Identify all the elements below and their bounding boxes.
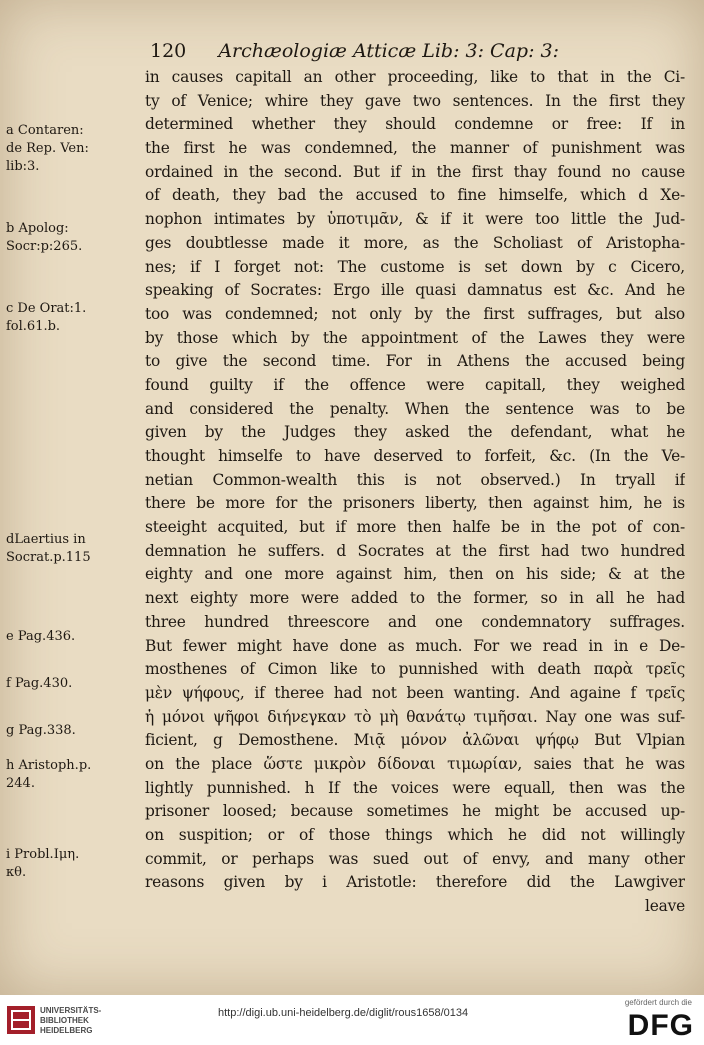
margin-note: a Contaren: de Rep. Ven: lib:3. xyxy=(6,123,89,174)
text-line: ordained in the second. But if in the first thay found no cause xyxy=(145,162,685,181)
margin-note: e Pag.436. xyxy=(6,629,76,644)
margin-note: i Probl.Ιμη. κθ. xyxy=(6,847,80,880)
text-line: netian Common-wealth this is not observed.) In tryall if xyxy=(145,470,685,489)
text-line: given by the Judges they asked the defendant, what he xyxy=(145,423,685,442)
text-line: ges doubtlesse made it more, as the Scholiast of Aristopha- xyxy=(145,233,685,252)
text-line: in causes capitall an other proceeding, like to that in the Ci- xyxy=(145,68,685,86)
text-line: reasons given by i Aristotle: therefore did the Lawgiver xyxy=(145,873,685,892)
catchword: leave xyxy=(644,897,685,916)
text-line: too was condemned; not only by the first suffrages, but also xyxy=(145,304,685,323)
text-line: by those which by the appointment of the Lawes they were xyxy=(145,328,685,347)
text-line: mosthenes of Cimon like to punnished with death παρὰ τρεῖς xyxy=(145,660,685,679)
text-line: commit, or perhaps was sued out of envy, and many other xyxy=(145,849,685,868)
text-line: eighty and one more against him, then on his side; & at the xyxy=(145,565,685,584)
text-line: nes; if I forget not: The custome is set down by c Cicero, xyxy=(145,257,685,276)
text-line: ἡ μόνοι ψῆφοι διήνεγκαν τὸ μὴ θανάτῳ τιμῆσαι. Nay one was suf- xyxy=(145,707,685,726)
text-line: to give the second time. For in Athens the accused being xyxy=(145,352,685,371)
viewer-footer xyxy=(0,995,704,1045)
text-line: the first he was condemned, the manner of punishment was xyxy=(145,139,685,158)
text-line: next eighty more were added to the former, so in all he had xyxy=(145,589,685,608)
margin-note: h Aristoph.p. 244. xyxy=(6,758,92,791)
page-number: 120 xyxy=(150,40,187,62)
text-line: But fewer might have done as much. For we read in in e De- xyxy=(145,636,685,655)
text-line: there be more for the prisoners liberty, then against him, he is xyxy=(145,494,685,513)
text-line: ty of Venice; whire they gave two sentences. In the first they xyxy=(145,91,685,110)
text-line: speaking of Socrates: Ergo ille quasi damnatus est &c. And he xyxy=(145,281,685,300)
text-line: and considered the penalty. When the sentence was to be xyxy=(145,399,685,418)
text-line: of death, they bad the accused to fine himselfe, which d Xe- xyxy=(145,186,685,205)
library-name: UNIVERSITÄTS- BIBLIOTHEK HEIDELBERG xyxy=(40,1006,102,1035)
margin-note: dLaertius in Socrat.p.115 xyxy=(6,532,91,565)
text-line: prisoner loosed; because sometimes he might be accused up- xyxy=(145,802,685,821)
text-line: steeight acquited, but if more then halfe be in the pot of con- xyxy=(145,518,685,537)
text-line: on the place ὥστε μικρὸν δίδοναι τιμωρίαν, saies that he was xyxy=(145,754,685,773)
margin-note: g Pag.338. xyxy=(6,723,76,738)
text-line: determined whether they should condemne or free: If in xyxy=(145,115,685,134)
library-seal-icon xyxy=(6,1005,36,1035)
margin-note: f Pag.430. xyxy=(6,676,73,691)
text-line: nophon intimates by ὑποτιμᾶν, & if it were too little the Jud- xyxy=(145,210,685,229)
running-title: Archæologiæ Atticæ Lib: 3: Cap: 3: xyxy=(218,40,560,62)
text-line: demnation he suffers. d Socrates at the first had two hundred xyxy=(145,541,685,560)
text-line: found guilty if the offence were capitall, they weighed xyxy=(145,375,685,394)
text-line: μὲν ψήφους, if theree had not been wanting. And againe f τρεῖς xyxy=(145,683,685,702)
body-text xyxy=(145,66,685,919)
library-logo[interactable] xyxy=(6,1001,146,1041)
funding-label: gefördert durch die xyxy=(624,998,692,1007)
text-line: on suspition; or of those things which he did not willingly xyxy=(145,826,685,844)
margin-note: b Apolog: Socr:p:265. xyxy=(6,221,83,254)
text-line: three hundred threescore and one condemnatory suffrages. xyxy=(145,612,685,631)
text-line: ficient, g Demosthene. Μιᾷ μόνον ἀλῶναι ψήφῳ But Vlpian xyxy=(145,731,685,750)
margin-note: c De Orat:1. fol.61.b. xyxy=(6,301,87,334)
text-line: thought himselfe to have deserved to forfeit, &c. (In the Ve- xyxy=(145,447,685,465)
text-line: lightly punnished. h If the voices were equall, then was the xyxy=(145,778,685,797)
page-header xyxy=(150,40,670,62)
dfg-logo[interactable]: DFG xyxy=(627,1009,694,1042)
permalink-url[interactable]: http://digi.ub.uni-heidelberg.de/diglit/rous1658/0134 xyxy=(218,1007,469,1019)
